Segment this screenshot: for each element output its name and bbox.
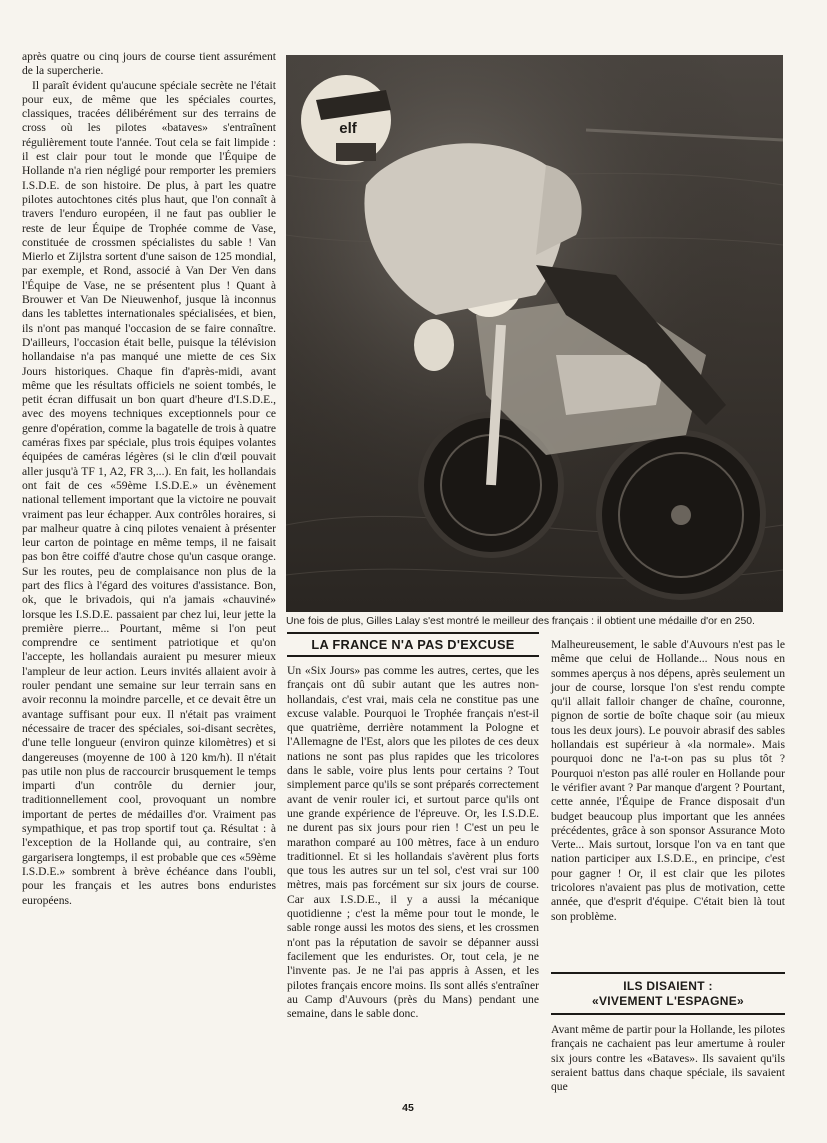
section-headline-france: LA FRANCE N'A PAS D'EXCUSE [311,637,515,652]
right-bottom-paragraph: Avant même de partir pour la Hollande, les pilotes français ne cachaient pas leur amertume à rouler six jours contre les «Bataves». Ils savaient qu'ils seraient battus dans chaque spéciale, ils savaient que [551,1023,785,1094]
left-article-column [22,50,276,908]
right-article-column [551,638,785,924]
right-paragraph: Malheureusement, le sable d'Auvours n'est pas le même que celui de Hollande... Nous nous en sommes aperçus à nos dépens, après seulement un jour de course, lorsque l'on s'est rendu compte qu'il allait falloir changer de chaîne, couronne, pignon de sortie de boîte chaque soir (au mieux tous les deux jours). Le pouvoir abrasif des sables hollandais est supérieur à «la normale». Mais pourquoi donc ne l'a-t-on pas su plus tôt ? Pourquoi n'eston pas allé rouler en Hollande pour le vérifier avant ? Par manque d'argent ? Pourtant, cette année, l'Équipe de France disposait d'un budget beaucoup plus important que les années précédentes, grâce à son sponsor Assurance Moto Verte... Mais surtout, lorsque l'on va en tant que nation participer aux I.S.D.E., en principe, c'est pour gagner ! Or, il est clair que les pilotes tricolores n'avaient pas plus de motivation, cette année, que d'esprit d'équipe. C'était bien là tout son problème. [551,638,785,923]
subhead-rule-bottom [551,1013,785,1015]
photo-caption: Une fois de plus, Gilles Lalay s'est montré le meilleur des français : il obtient une médaille d'or en 250. [286,616,755,627]
rider-helmet [301,75,391,165]
left-paragraph-2: Il paraît évident qu'aucune spéciale secrète ne l'était pour eux, de même que les spéciales courtes, classiques, tracées délibérément sur des terrains de cross où les pilotes «bataves» s'entraînent régulièrement toute l'année. Tout cela se fait limpide : il est clair pour tout le monde que l'Équipe de Hollande n'a rien négligé pour remporter les premiers I.S.D.E. de son histoire. De plus, à part les quatre pilotes autochtones cités plus haut, que l'on connaît à travers l'enduro européen, il ne faut pas oublier le reste de leur Équipe de Trophée comme de Vase, constituée de crossmen spécialistes du sable ! Van Mierlo et Zijlstra sortent d'une saison de 125 mondial, par exemple, et Rond, associé à Van Der Ven dans l'Équipe de Vase, ne se présentent plus ! Quant à Brouwer et Van De Nieuwenhof, jusque là inconnus dans les tablettes internationales spécialisées, et bien, ils n'ont pas manqué l'occasion de se faire connaître. D'ailleurs, l'occasion était belle, puisque la télévision hollandaise n'a pas manqué une miette de ces Six Jours historiques. Chaque fin d'après-midi, avant même que les résultats officiels ne soient tombés, le petit écran diffusait un bon quart d'heure d'I.S.D.E., avec des moyens techniques exceptionnels pour ce genre d'opération, comme la bagatelle de trois à quatre caméras fixes par spéciale, plus trois équipes volantes équipées de caméras légères (si le clin d'œil pouvait aller jusqu'à TF 1, A2, FR 3,...). En fait, les hollandais ont fait de ces «59ème I.S.D.E.» un évènement national tellement important que la victoire ne pouvait vraiment pas leur échapper. Aux contrôles horaires, si par malheur quatre à cinq pilotes venaient à présenter leur carton de pointage en même temps, il ne faisait pas bon être coiffé d'autre chose qu'un casque orange. Sur les routes, peu de complaisance non plus de la part des flics à l'égard des voitures d'assistance. Bon, ok, que le brivadois, qui n'a jamais «chauviné» lorsque les I.S.D.E. passaient par chez lui, leur jette la première pierre... Pourtant, même si l'on peut comprendre ce sentiment patriotique et qu'on l'accepte, les hollandais auraient pu mesurer mieux l'ampleur de leur action. Leurs invités allaient avoir à rouler pendant une semaine sur leur terrain sans en avoir reconnu la moindre parcelle, et ce devait être un avantage suffisant pour eux. Il n'était pas vraiment nécessaire de tracer des spéciales, soi-disant secrètes, d'une telle longueur (environ quinze kilomètres) et si dangereuses (moyenne de 100 à 120 km/h). Il n'était pas utile non plus de raccourcir brusquement le temps imparti d'un contrôle du dernier jour, traditionnellement cool, provoquant un nombre important de pertes de médailles d'or. Vraiment pas sympathique, et pas trop sportif tout ça. Résultat : à l'exception de la Hollande qui, au contraire, s'en gargarisera longtemps, il est probable que ces «59ème I.S.D.E.» sombrent à brève échéance dans l'oubli, pour les français et les autres bons enduristes européens. [22,78,276,907]
headline-rule-bottom [287,655,539,657]
middle-article-column [287,664,539,1021]
section-headline-disaient-line1: ILS DISAIENT : [623,979,713,993]
motocross-photo [286,55,783,612]
left-paragraph-1: après quatre ou cinq jours de course tient assurément de la supercherie. [22,50,276,78]
section-headline-disaient-line2: «VIVEMENT L'ESPAGNE» [592,994,744,1008]
subhead-rule-top [551,972,785,974]
right-bottom-column [551,1023,785,1094]
page-number: 45 [402,1102,414,1114]
rear-wheel [599,433,763,597]
motocross-rider-illustration [286,55,783,612]
helmet-sponsor-text: elf [339,120,357,137]
middle-paragraph: Un «Six Jours» pas comme les autres, certes, que les français ont dû subir autant que les autres non-hollandais, c'est vrai, mais cela ne constitue pas une excuse valable. Pourquoi le Trophée français n'est-il que quatrième, derrière notamment la Pologne et l'Allemagne de l'Est, alors que les pilotes de ces deux nations ne sont pas plus rapides que les tricolores dans le sable, voire plus lents pour certains ? Tout simplement parce qu'ils se sont préparés correctement avant de venir rouler ici, et surtout parce qu'ils ont une grande expérience de l'épreuve. Or, les I.S.D.E. ne durent pas six jours pour rien ! C'est un peu le marathon comparé au 100 mètres, face à un enduro traditionnel. Et si les hollandais s'avèrent plus forts que tous les autres sur un tel sol, c'est vrai sur 100 mètres, mais pas forcément sur six jours de course. Car aux I.S.D.E., il y a aussi la mécanique quotidienne ; c'est la même pour tout le monde, le sable ronge aussi les motos des siens, et les crossmen n'ont pas la réputation de savoir se dépanner aussi facilement que les enduristes. Or, tout cela, je ne l'invente pas. Je ne l'ai pas appris à Assen, et les pilotes français encore moins. Ils sont allés s'entraîner au Camp d'Auvours (près du Mans) pendant une semaine, dans le sable donc. [287,664,539,1021]
headline-rule-top [287,632,539,634]
rider-glove [414,319,454,371]
